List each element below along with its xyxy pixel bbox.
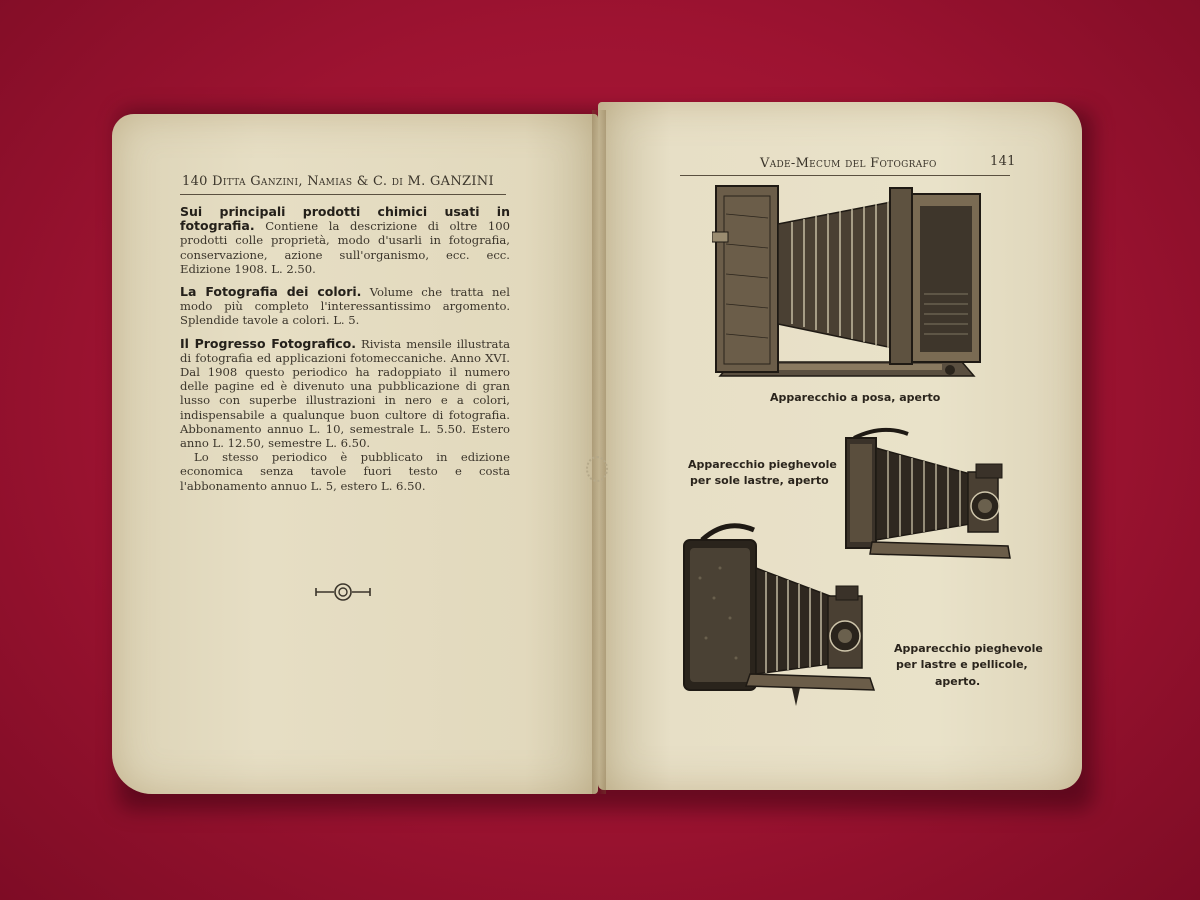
entry-title: La Fotografia dei colori. <box>180 284 362 300</box>
entry-title: Il Progresso Fotografico. <box>180 335 356 351</box>
caption-folding-film-line3: aperto. <box>935 675 981 688</box>
entry-body: Volume che tratta nel modo più completo l'interessantissimo argomento. Splendide tavole a colori. L. 5. <box>180 285 511 328</box>
right-running-head: Vade-Mecum del Fotografo <box>760 156 937 171</box>
ornament-icon <box>314 582 372 602</box>
field-camera-illustration <box>712 184 984 384</box>
right-head-rule <box>680 175 1010 176</box>
caption-folding-film-line1: Apparecchio pieghevole <box>894 642 1043 655</box>
book-gutter <box>592 110 606 794</box>
caption-folding-plate-line2: per sole lastre, aperto <box>690 474 829 487</box>
closing-paragraph: Lo stesso periodico è pubblicato in edizione economica senza tavole fuori testo e costa l'abbonamento annuo L. 5, estero L. 6.50. <box>180 450 510 493</box>
folding-film-camera-illustration <box>680 518 876 708</box>
left-text-block <box>180 205 510 502</box>
caption-folding-film-line2: per lastre e pellicole, <box>896 658 1028 671</box>
caption-folding-plate-line1: Apparecchio pieghevole <box>688 458 837 471</box>
left-running-head: 140 Ditta Ganzini, Namias & C. di M. GANZINI <box>182 174 494 189</box>
left-head-rule <box>180 194 506 195</box>
entry-prodotti-chimici <box>180 205 510 276</box>
binding-thread <box>586 456 608 482</box>
entry-body: Rivista mensile illustrata di fotografia ed applicazioni fotomeccaniche. Anno XVI. Dal 1908 questo periodico ha radoppiato il numero delle pagine ed è divenuto una pubblicazione di gran lusso con superbe illustrazioni in nero e a colori, indispensabile a qualunque buon cultore di fotografia. Abbonamento annuo L. 10, semestrale L. 5.50. Estero anno L. 12.50, semestre L. 6.50. <box>180 336 510 451</box>
page-number: 141 <box>990 154 1016 169</box>
entry-fotografia-colori <box>180 285 510 328</box>
entry-progresso-fotografico <box>180 337 510 451</box>
entry-title: Sui principali prodotti chimici usati in fotografia. <box>180 204 510 234</box>
entry-body: Contiene la descrizione di oltre 100 prodotti colle proprietà, modo d'usarli in fotografia, conservazione, azione sull'organismo, ecc. ecc. Edizione 1908. L. 2.50. <box>180 219 511 276</box>
caption-field-camera: Apparecchio a posa, aperto <box>770 391 941 404</box>
